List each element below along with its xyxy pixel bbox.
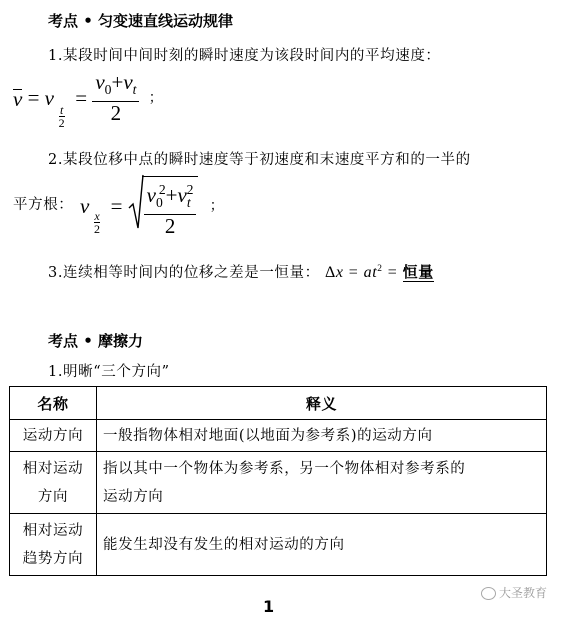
section2-intro: 1.明晰“三个方向” [48,364,170,380]
header-name: 名称 [10,387,97,420]
vtb-sup: 2 [186,182,194,197]
section1-heading: 考点 • 匀变速直线运动规律 [48,12,234,30]
page-number: 1 [263,597,275,616]
wechat-icon [481,587,496,600]
formula-mean-velocity: v = v t 2 = $\frac{v_0+v_t}{2}$ ； [13,70,163,130]
header-desc: 释义 [97,387,547,420]
sub-x: x [94,209,100,224]
row3-name [10,514,97,576]
v-bar: v [13,86,23,111]
row2-name [10,452,97,514]
at: at [363,264,378,281]
v0b-sub: 0 [156,195,163,211]
v0b: v [146,183,156,207]
row2-name-line1: 相对运动 [22,460,84,477]
v0-sub: 0 [104,82,112,98]
vtb: v [177,183,187,207]
row3-desc [97,514,547,576]
v-symbol-2: v [80,194,90,219]
constant-term: 恒量 [402,263,434,281]
item3-line: 3.连续相等时间内的位移之差是一恒量： $\Delta x = at^2$ = 恒量 [48,263,434,281]
row2-desc-line1: 指以其中一个物体为参考系，另一个物体相对参考系的 [103,460,466,477]
square-root [128,176,199,237]
item3-text: 3.连续相等时间内的位移之差是一恒量： [48,265,320,281]
vtb-sub: t [186,195,191,211]
delta-x: x [335,264,344,281]
row1-name [10,420,97,452]
row2-desc-line2: 运动方向 [103,488,164,505]
radical-sign-icon [128,174,144,232]
table-header-row [10,387,547,420]
denominator-2: 2 [110,101,122,126]
sqrt-label: 平方根： [13,197,74,213]
formula-mid-position-velocity: v x 2 = $\frac{v_0^2+v_t^2}{2}$ ； [80,176,224,237]
row1-desc-line1: 一般指物体相对地面(以地面为参考系)的运动方向 [103,427,433,444]
row1-name-line1: 运动方向 [22,427,84,444]
plus-sign-2: + [165,183,178,207]
delta: Δ [324,264,336,281]
vt: v [123,70,133,94]
sub-2: 2 [58,115,65,130]
row2-name-line2: 方向 [37,488,69,505]
row3-desc-line1: 能发生却没有发生的相对运动的方向 [103,536,345,553]
at-sup: 2 [377,264,383,275]
table-row [10,420,547,452]
v0b-sup: 2 [158,182,166,197]
plus-sign: + [111,70,124,94]
row3-name-line1: 相对运动 [22,522,84,539]
section2-heading: 考点 • 摩擦力 [48,332,144,350]
item2-text: 2.某段位移中点的瞬时速度等于初速度和末速度平方和的一半的 [48,152,471,168]
row1-desc [97,420,547,452]
watermark [481,584,547,601]
v0: v [95,70,105,94]
item1-text: 1.某段时间中间时刻的瞬时速度为该段时间内的平均速度： [48,48,441,64]
equals: = [348,264,359,281]
semicolon: ； [148,90,163,106]
denominator-2b: 2 [164,214,176,239]
v-symbol: v [44,85,54,110]
vt-sub: t [132,82,137,98]
item2-continued [13,175,73,235]
semicolon-2: ； [209,199,224,215]
watermark-text: 大圣教育 [499,586,548,600]
sub-t: t [60,102,64,117]
table-row [10,452,547,514]
row3-name-line2: 趋势方向 [22,550,84,567]
table-row [10,514,547,576]
directions-table [9,386,547,576]
row2-desc [97,452,547,514]
sub-2b: 2 [94,222,100,237]
